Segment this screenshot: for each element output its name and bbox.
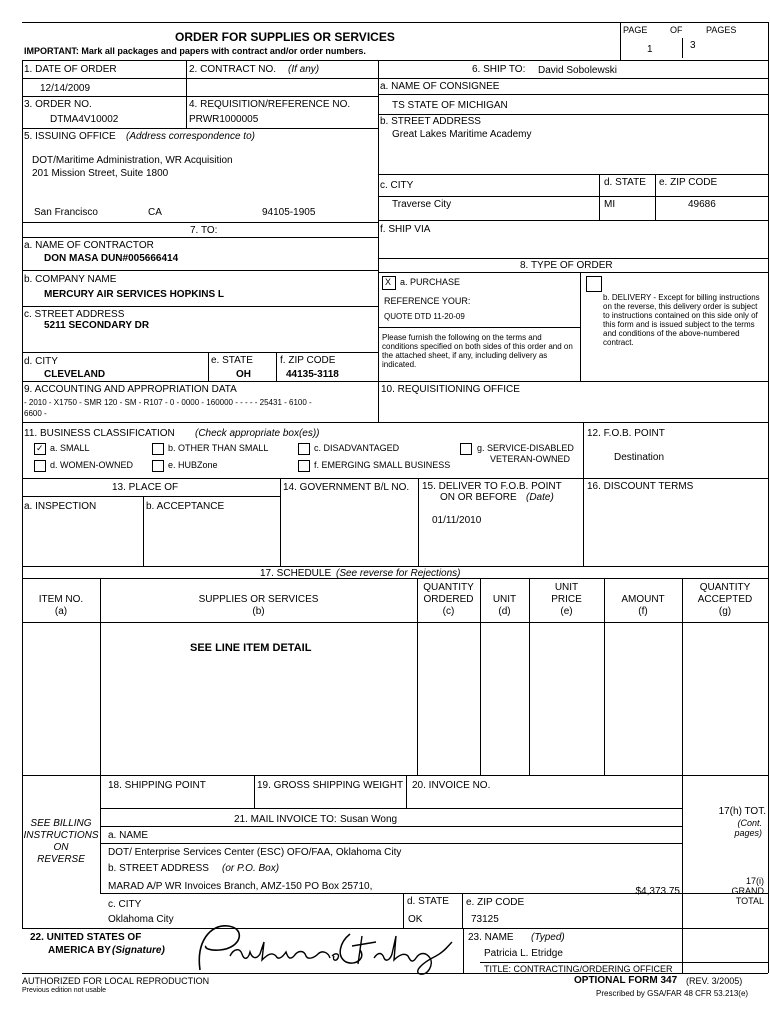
- deliver-line1: 15. DELIVER TO F.O.B. POINT: [422, 481, 562, 492]
- rule: [378, 94, 768, 95]
- ship-state-value: MI: [604, 199, 616, 210]
- col-amount-header: AMOUNT: [621, 594, 665, 605]
- invoice-street-note: (or P.O. Box): [222, 863, 280, 874]
- rule: [378, 258, 768, 259]
- type-of-order-label: 8. TYPE OF ORDER: [520, 260, 613, 271]
- consignee-label: a. NAME OF CONSIGNEE: [380, 81, 500, 92]
- requisition-value: PRWR1000005: [189, 114, 259, 125]
- invoice-city-label: c. CITY: [108, 899, 142, 910]
- purchase-label: a. PURCHASE: [400, 277, 461, 287]
- acceptance-label: b. ACCEPTANCE: [146, 501, 225, 512]
- col-supplies-header: SUPPLIES OR SERVICES: [198, 594, 319, 605]
- rule: [378, 60, 379, 422]
- invoice-state-value: OK: [408, 914, 423, 925]
- issuing-office-city: San Francisco: [34, 207, 98, 218]
- to-state-label: e. STATE: [211, 355, 253, 366]
- issuing-office-line2: 201 Mission Street, Suite 1800: [32, 168, 169, 179]
- hubzone-checkbox[interactable]: [152, 460, 164, 472]
- discount-label: 16. DISCOUNT TERMS: [587, 481, 694, 492]
- page-number: 1: [647, 44, 653, 55]
- inspection-label: a. INSPECTION: [24, 501, 97, 512]
- previous-edition: Previous edition not usable: [22, 987, 107, 994]
- disadvantaged-checkbox[interactable]: [298, 443, 310, 455]
- purchase-checkbox[interactable]: [382, 276, 396, 290]
- shipping-point-label: 18. SHIPPING POINT: [108, 780, 206, 791]
- rule: [378, 327, 580, 328]
- rule: [583, 422, 584, 566]
- rule: [22, 478, 768, 479]
- page-label: PAGE: [623, 25, 648, 35]
- veteran-checkbox[interactable]: [460, 443, 472, 455]
- rule: [100, 808, 682, 809]
- women-owned-label: d. WOMEN-OWNED: [50, 460, 133, 470]
- col-accepted-header-1: QUANTITY: [699, 582, 751, 593]
- reference-value: QUOTE DTD 11-20-09: [384, 312, 465, 321]
- small-checkbox[interactable]: [34, 443, 46, 455]
- invoice-zip-value: 73125: [471, 914, 499, 925]
- grand-total-amount: $4,373.75: [635, 886, 680, 897]
- pages-count: 3: [690, 40, 696, 51]
- rule: [378, 114, 768, 115]
- col-amount-sub: (f): [638, 606, 648, 617]
- rule: [378, 174, 768, 175]
- veteran-label-2: VETERAN-OWNED: [490, 454, 571, 464]
- requisition-label: 4. REQUISITION/REFERENCE NO.: [189, 99, 351, 110]
- women-owned-checkbox[interactable]: [34, 460, 46, 472]
- contractor-label: a. NAME OF CONTRACTOR: [24, 240, 154, 251]
- rule: [22, 270, 378, 271]
- grand-total-label-3: TOTAL: [735, 896, 764, 906]
- of-label: OF: [670, 25, 683, 35]
- rule: [462, 893, 463, 928]
- invoice-street-value: MARAD A/P WR Invoices Branch, AMZ-150 PO Box 25710,: [108, 881, 373, 892]
- rule: [22, 128, 186, 129]
- reference-label: REFERENCE YOUR:: [384, 296, 471, 306]
- signature-label-note: (Signature): [112, 945, 165, 956]
- hubzone-label: e. HUBZone: [168, 460, 218, 470]
- billing-line1: SEE BILLING: [30, 818, 92, 829]
- rule: [480, 962, 768, 963]
- invoice-city-value: Oklahoma City: [108, 914, 174, 925]
- company-value: MERCURY AIR SERVICES HOPKINS L: [44, 289, 225, 300]
- ship-zip-value: 49686: [688, 199, 716, 210]
- ship-to-label: 6. SHIP TO:: [472, 64, 526, 75]
- deliver-value: 01/11/2010: [432, 515, 482, 526]
- issuing-office-line1: DOT/Maritime Administration, WR Acquisition: [32, 155, 233, 166]
- rule: [378, 220, 768, 221]
- ship-city-label: c. CITY: [380, 180, 414, 191]
- col-price-header-2: PRICE: [551, 594, 582, 605]
- total-label: 17(h) TOT.: [718, 806, 766, 817]
- business-note: (Check appropriate box(es)): [195, 428, 320, 439]
- invoice-state-label: d. STATE: [407, 896, 449, 907]
- rule: [22, 60, 768, 61]
- rule: [599, 174, 600, 220]
- purchase-terms: Please furnish the following on the terms and conditions specified on both sides of this order and on the attached sheet, if any, including delivery as indicated.: [382, 333, 573, 369]
- rule: [378, 272, 768, 273]
- deliver-line2: ON OR BEFORE: [440, 492, 517, 503]
- rule: [22, 222, 378, 223]
- rule: [22, 775, 768, 776]
- ship-zip-label: e. ZIP CODE: [659, 177, 718, 188]
- contract-no-label: 2. CONTRACT NO.: [189, 64, 277, 75]
- rule: [22, 306, 378, 307]
- rule: [463, 928, 464, 973]
- rule: [280, 478, 281, 566]
- other-than-small-label: b. OTHER THAN SMALL: [168, 443, 269, 453]
- authorized-reproduction: AUTHORIZED FOR LOCAL REPRODUCTION: [22, 976, 210, 986]
- issuing-office-note: (Address correspondence to): [126, 131, 255, 142]
- prescribed-by: Prescribed by GSA/FAR 48 CFR 53.213(e): [596, 989, 749, 998]
- rule: [100, 578, 101, 893]
- date-of-order-value: 12/14/2009: [40, 83, 91, 94]
- col-item-header: ITEM NO.: [38, 594, 84, 605]
- mail-invoice-label: 21. MAIL INVOICE TO:: [234, 814, 337, 825]
- to-street-label: c. STREET ADDRESS: [24, 309, 125, 320]
- rule: [682, 578, 683, 973]
- accounting-line2: 6600 -: [24, 409, 47, 418]
- rule: [418, 478, 419, 566]
- rule: [22, 96, 378, 97]
- rule: [22, 566, 768, 567]
- rule: [186, 60, 187, 128]
- rule: [276, 352, 277, 381]
- ship-via-label: f. SHIP VIA: [380, 224, 431, 235]
- issuing-office-state: CA: [148, 207, 162, 218]
- pages-label: PAGES: [706, 25, 737, 35]
- fob-label: 12. F.O.B. POINT: [587, 428, 665, 439]
- issuing-office-label: 5. ISSUING OFFICE: [24, 131, 116, 142]
- ship-street-value: Great Lakes Maritime Academy: [392, 129, 532, 140]
- signature-label-1: 22. UNITED STATES OF: [30, 932, 142, 943]
- total-cont-2: pages): [734, 828, 762, 838]
- line-item-detail: SEE LINE ITEM DETAIL: [190, 642, 312, 654]
- rule: [22, 60, 23, 928]
- rule: [22, 352, 378, 353]
- ship-to-value: David Sobolewski: [538, 65, 617, 76]
- col-qty-header-2: ORDERED: [423, 594, 474, 605]
- deliver-note: (Date): [526, 492, 554, 503]
- rule: [208, 352, 209, 381]
- invoice-street-label: b. STREET ADDRESS: [108, 863, 209, 874]
- signer-title: TITLE: CONTRACTING/ORDERING OFFICER: [484, 964, 673, 974]
- invoice-name-value: DOT/ Enterprise Services Center (ESC) OFO/FAA, Oklahoma City: [108, 847, 402, 858]
- billing-line4: REVERSE: [37, 854, 85, 865]
- veteran-label-1: g. SERVICE-DISABLED: [477, 443, 574, 453]
- col-price-sub: (e): [560, 606, 573, 617]
- col-price-header-1: UNIT: [554, 582, 579, 593]
- small-label: a. SMALL: [50, 443, 90, 453]
- company-label: b. COMPANY NAME: [24, 274, 117, 285]
- schedule-title-note: (See reverse for Rejections): [336, 568, 461, 579]
- rule: [143, 496, 144, 566]
- fob-value: Destination: [614, 452, 665, 463]
- rule: [620, 22, 621, 60]
- rule: [22, 622, 768, 623]
- col-qty-sub: (c): [442, 606, 455, 617]
- to-zip-value: 44135-3118: [286, 369, 339, 380]
- delivery-text: b. DELIVERY - Except for billing instructions on the reverse, this delivery order is subject to instructions contained on this side only of this form and is issued subject to the terms and conditions of the above-numbered contract.: [603, 293, 760, 347]
- grand-total-label-1: 17(i): [745, 876, 764, 886]
- contract-no-note: (If any): [288, 64, 320, 75]
- form-number: OPTIONAL FORM 347: [574, 975, 678, 986]
- accounting-label: 9. ACCOUNTING AND APPROPRIATION DATA: [24, 384, 237, 395]
- col-accepted-sub: (g): [718, 606, 732, 617]
- rule: [22, 78, 768, 79]
- to-street-value: 5211 SECONDARY DR: [44, 320, 150, 331]
- emerging-checkbox[interactable]: [298, 460, 310, 472]
- contractor-value: DON MASA DUN#005666414: [44, 253, 179, 264]
- col-item-sub: (a): [54, 606, 68, 617]
- signature-label-2: AMERICA BY: [48, 945, 111, 956]
- typed-name-label: 23. NAME: [468, 932, 514, 943]
- rule: [406, 775, 407, 808]
- business-label: 11. BUSINESS CLASSIFICATION: [24, 428, 175, 439]
- other-than-small-checkbox[interactable]: [152, 443, 164, 455]
- typed-name-note: (Typed): [531, 932, 565, 943]
- small-checkmark-icon: ✓: [36, 443, 44, 453]
- rule: [378, 196, 768, 197]
- order-no-label: 3. ORDER NO.: [24, 99, 92, 110]
- rule: [186, 128, 378, 129]
- rule: [580, 272, 581, 381]
- grand-total-label-2: GRAND: [731, 886, 764, 896]
- rule: [22, 496, 280, 497]
- rule: [378, 381, 768, 382]
- ship-city-value: Traverse City: [392, 199, 452, 210]
- to-state-value: OH: [236, 369, 251, 380]
- total-cont-1: (Cont.: [737, 818, 762, 828]
- invoice-zip-label: e. ZIP CODE: [466, 897, 525, 908]
- ship-state-label: d. STATE: [604, 177, 646, 188]
- disadvantaged-label: c. DISADVANTAGED: [314, 443, 400, 453]
- purchase-checkbox-mark: X: [385, 277, 392, 287]
- billing-line3: ON: [53, 842, 69, 853]
- invoice-no-label: 20. INVOICE NO.: [412, 780, 491, 791]
- requisitioning-office-label: 10. REQUISITIONING OFFICE: [381, 384, 520, 395]
- rule: [22, 422, 768, 423]
- typed-name-value: Patricia L. Etridge: [484, 948, 563, 959]
- rule: [655, 174, 656, 220]
- col-unit-sub: (d): [498, 606, 511, 617]
- rule: [22, 237, 378, 238]
- delivery-checkbox[interactable]: [586, 276, 602, 292]
- form-revision: (REV. 3/2005): [686, 976, 743, 986]
- rule: [100, 843, 682, 844]
- handwritten-signature: [190, 912, 460, 980]
- date-of-order-label: 1. DATE OF ORDER: [24, 64, 117, 75]
- gov-bl-label: 14. GOVERNMENT B/L NO.: [283, 482, 410, 493]
- to-label: 7. TO:: [190, 225, 218, 236]
- mail-invoice-value: Susan Wong: [340, 814, 398, 825]
- to-city-label: d. CITY: [24, 356, 58, 367]
- billing-line2: INSTRUCTIONS: [23, 830, 99, 841]
- to-city-value: CLEVELAND: [44, 369, 106, 380]
- ship-street-label: b. STREET ADDRESS: [380, 116, 481, 127]
- emerging-label: f. EMERGING SMALL BUSINESS: [314, 460, 451, 470]
- rule: [254, 775, 255, 808]
- to-zip-label: f. ZIP CODE: [280, 355, 336, 366]
- order-no-value: DTMA4V10002: [50, 114, 119, 125]
- col-supplies-sub: (b): [252, 606, 265, 617]
- place-of-label: 13. PLACE OF: [112, 482, 179, 493]
- schedule-title: 17. SCHEDULE: [260, 568, 332, 579]
- rule: [682, 38, 683, 58]
- form-title: ORDER FOR SUPPLIES OR SERVICES: [175, 30, 395, 44]
- col-unit-header: UNIT: [492, 594, 517, 605]
- col-accepted-header-2: ACCEPTED: [697, 594, 753, 605]
- consignee-value: TS STATE OF MICHIGAN: [392, 100, 508, 111]
- col-qty-header-1: QUANTITY: [423, 582, 474, 593]
- accounting-line1: - 2010 - X1750 - SMR 120 - SM - R107 - 0 - 0000 - 160000 - - - - - 25431 - 6100 -: [24, 398, 312, 407]
- rule: [768, 22, 769, 973]
- rule: [100, 826, 682, 827]
- important-note: IMPORTANT: Mark all packages and papers with contract and/or order numbers.: [24, 46, 366, 56]
- rule: [22, 381, 378, 382]
- rule: [22, 22, 768, 23]
- gross-weight-label: 19. GROSS SHIPPING WEIGHT: [257, 780, 404, 791]
- invoice-name-label: a. NAME: [108, 830, 149, 841]
- issuing-office-zip: 94105-1905: [262, 207, 316, 218]
